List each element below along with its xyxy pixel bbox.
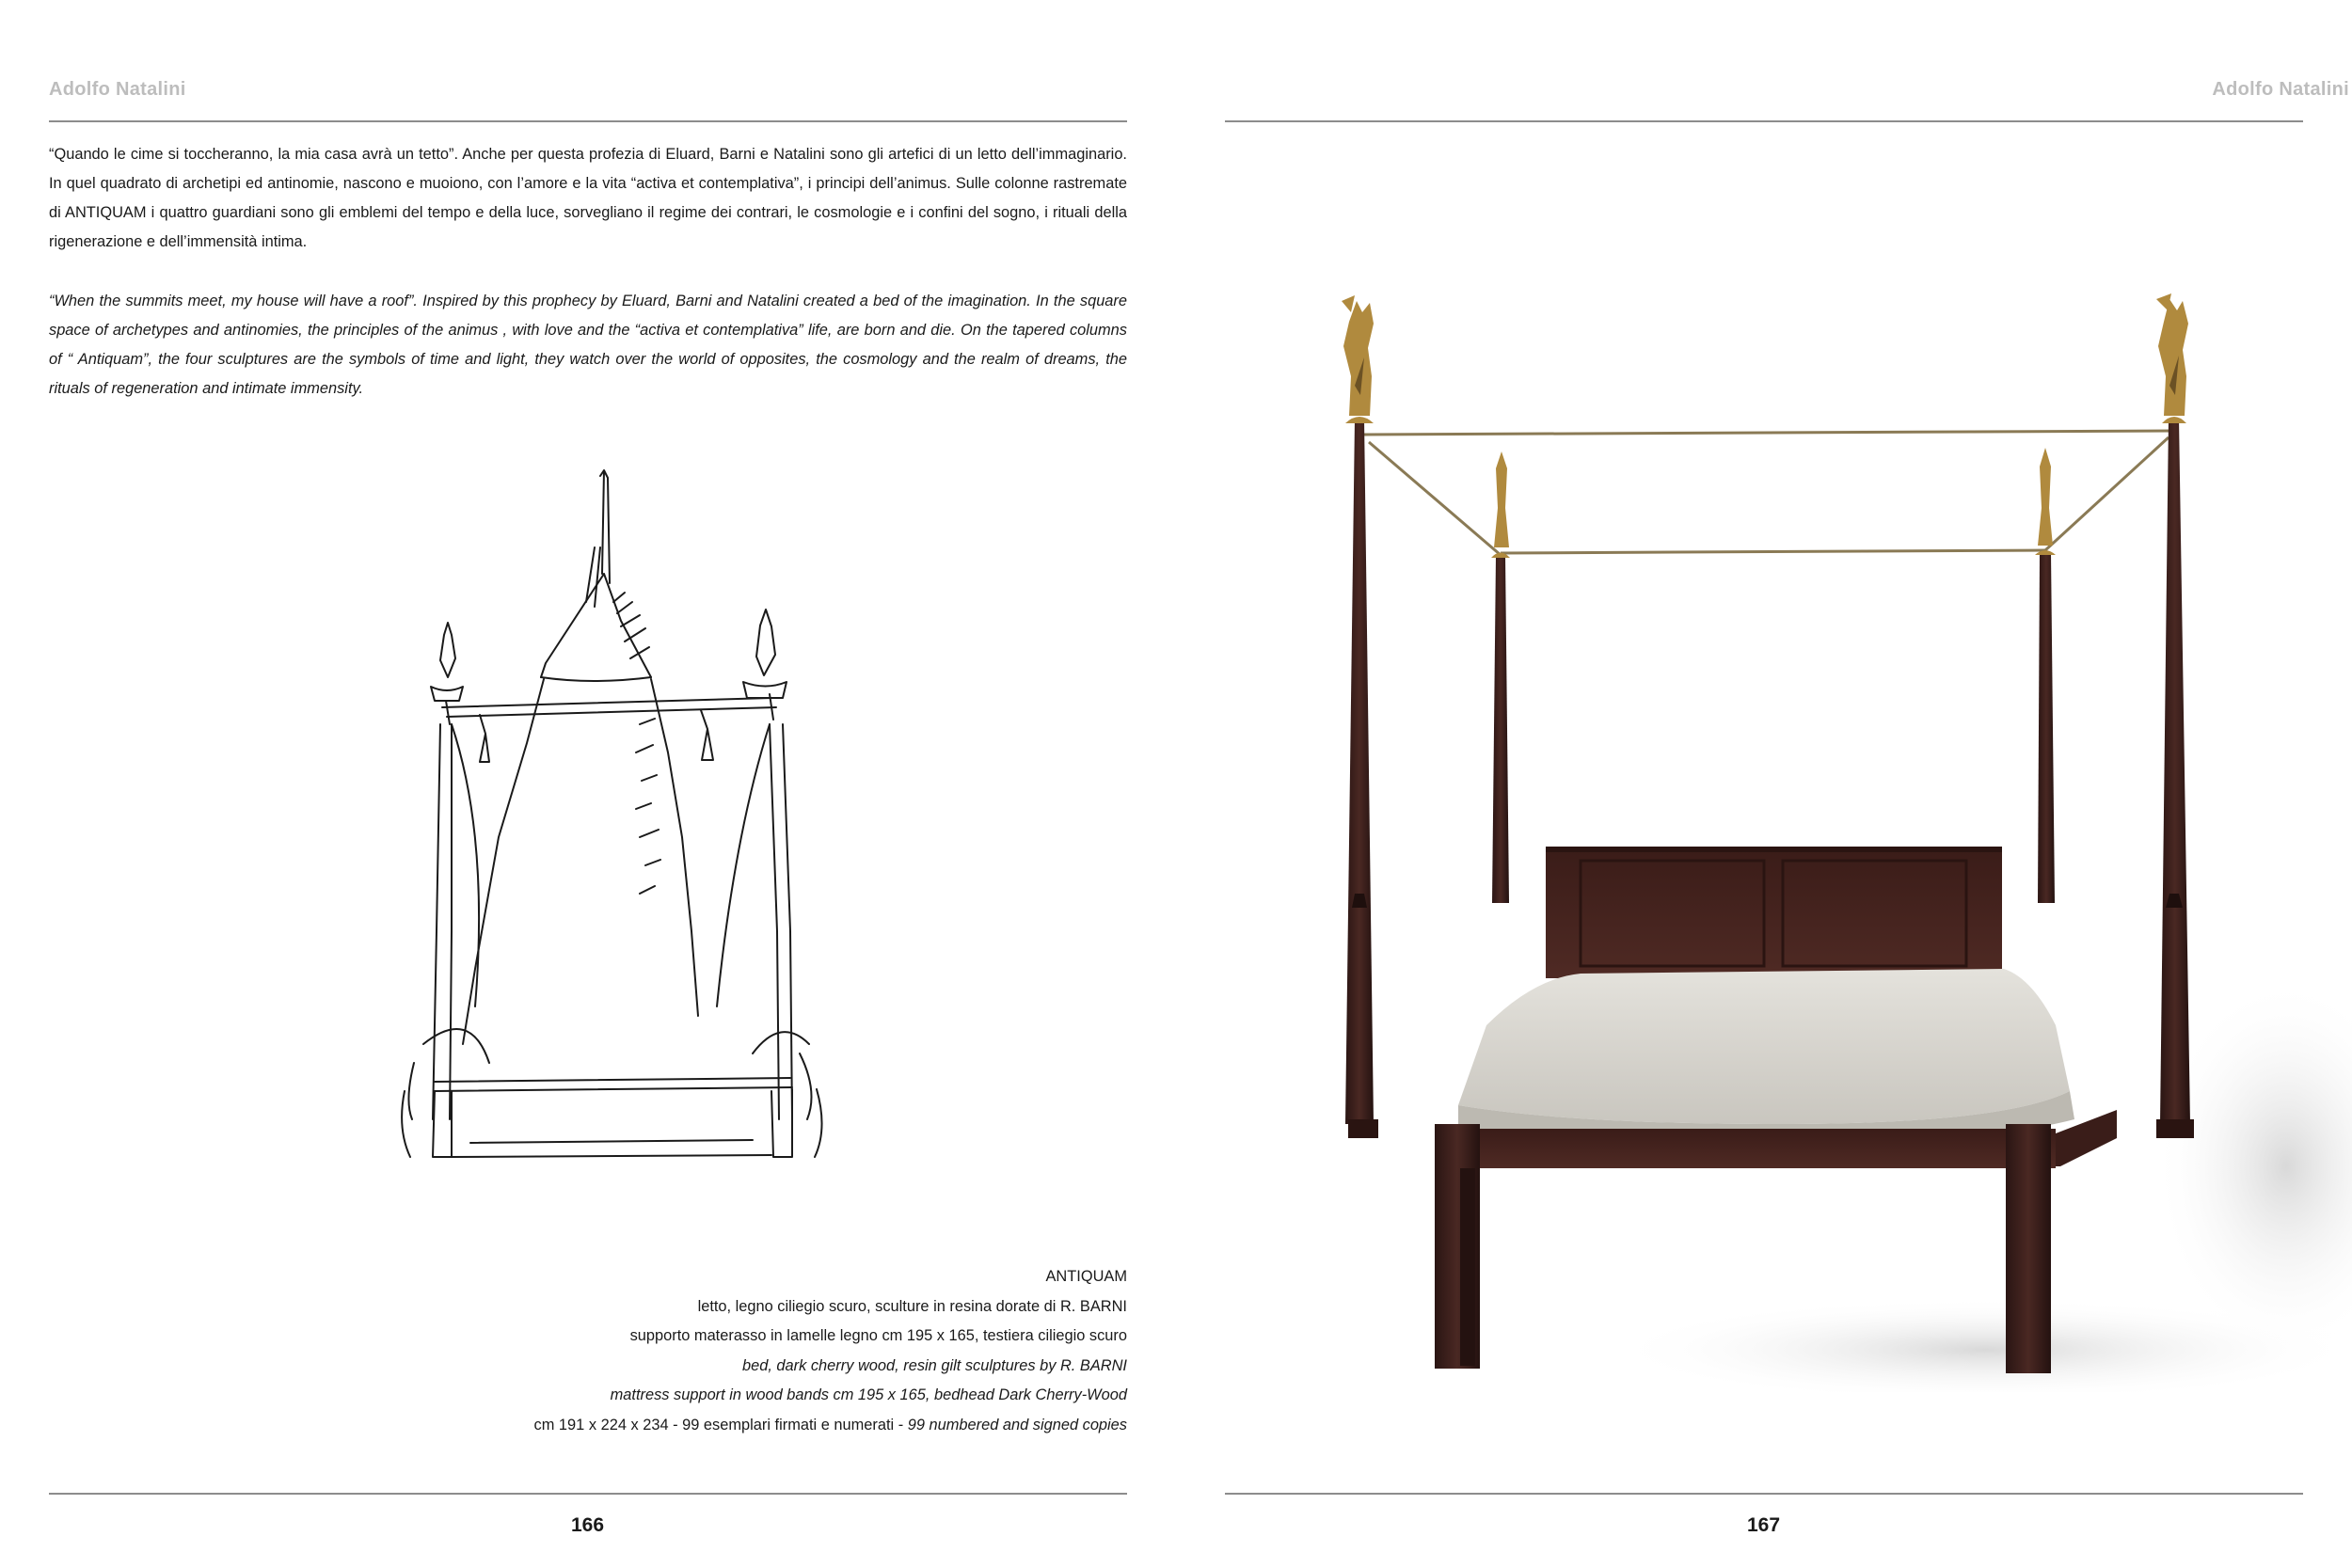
- caption-line-en-2: mattress support in wood bands cm 195 x 165, bedhead Dark Cherry-Wood: [610, 1386, 1127, 1403]
- mattress: [1458, 969, 2070, 1124]
- caption-dimensions-en: 99 numbered and signed copies: [907, 1416, 1127, 1433]
- page-number-left: 166: [571, 1514, 605, 1536]
- intro-paragraph-english: “When the summits meet, my house will have a roof”. Inspired by this prophecy by Eluard, Barni and Natalini created a bed of the imagination. In the square space of archetypes and antinomies, the principles of the animus , with love and the “activa et contemplativa” life, are born and die. On the tapered columns of “ Antiquam”, the four sculptures are the symbols of time and light, they watch over the world of opposites, the cosmology and the realm of dreams, the rituals of regeneration and intimate immensity.: [49, 293, 1127, 397]
- caption-line-it-1: letto, legno ciliegio scuro, sculture in resina dorate di R. BARNI: [697, 1297, 1127, 1315]
- top-rule-right: [1225, 120, 2303, 122]
- bottom-rule-left: [49, 1493, 1127, 1495]
- page-number-right: 167: [1747, 1514, 1781, 1536]
- bottom-rule-right: [1225, 1493, 2303, 1495]
- rear-finials: [1491, 448, 2056, 558]
- running-head-right: Adolfo Natalini: [2212, 79, 2349, 100]
- rear-right-post: [2038, 553, 2055, 903]
- product-caption: [280, 1262, 1127, 1440]
- caption-line-en-1: bed, dark cherry wood, resin gilt sculptures by R. BARNI: [741, 1356, 1127, 1374]
- bed-frame-front: [1435, 1129, 2056, 1168]
- running-head-left: Adolfo Natalini: [49, 79, 186, 100]
- top-rule-left: [49, 120, 1127, 122]
- rear-left-post: [1492, 555, 1509, 903]
- headboard: [1546, 847, 2002, 978]
- front-finials: [1342, 293, 2188, 423]
- caption-dimensions: [280, 1411, 1127, 1441]
- caption-line-it-2: supporto materasso in lamelle legno cm 195 x 165, testiera ciliegio scuro: [629, 1327, 1127, 1344]
- caption-title: ANTIQUAM: [1045, 1268, 1127, 1285]
- intro-paragraph-italian: “Quando le cime si toccheranno, la mia casa avrà un tetto”. Anche per questa profezia di Eluard, Barni e Natalini sono gli artefici di un letto dell’immaginario. In quel quadrato di archetipi ed antinomie, nascono e muoiono, con l’amore e la vita “activa et contemplativa”, i principi dell’animus. Sulle colonne rastremate di ANTIQUAM i quattro guardiani sono gli emblemi del tempo e della luce, sorvegliano il regime dei contrari, le cosmologie e i confini del sogno, i rituali della rigenerazione e dell’immensità intima.: [49, 146, 1127, 250]
- front-right-leg: [2006, 1124, 2051, 1373]
- right-page: [1176, 0, 2352, 1568]
- bed-sketch-drawing: [358, 442, 828, 1176]
- front-left-post: [1345, 419, 1374, 1124]
- front-right-post: [2160, 419, 2190, 1124]
- caption-dimensions-it: cm 191 x 224 x 234 - 99 esemplari firmati e numerati -: [533, 1416, 908, 1433]
- four-poster-bed-photo: [1176, 245, 2352, 1392]
